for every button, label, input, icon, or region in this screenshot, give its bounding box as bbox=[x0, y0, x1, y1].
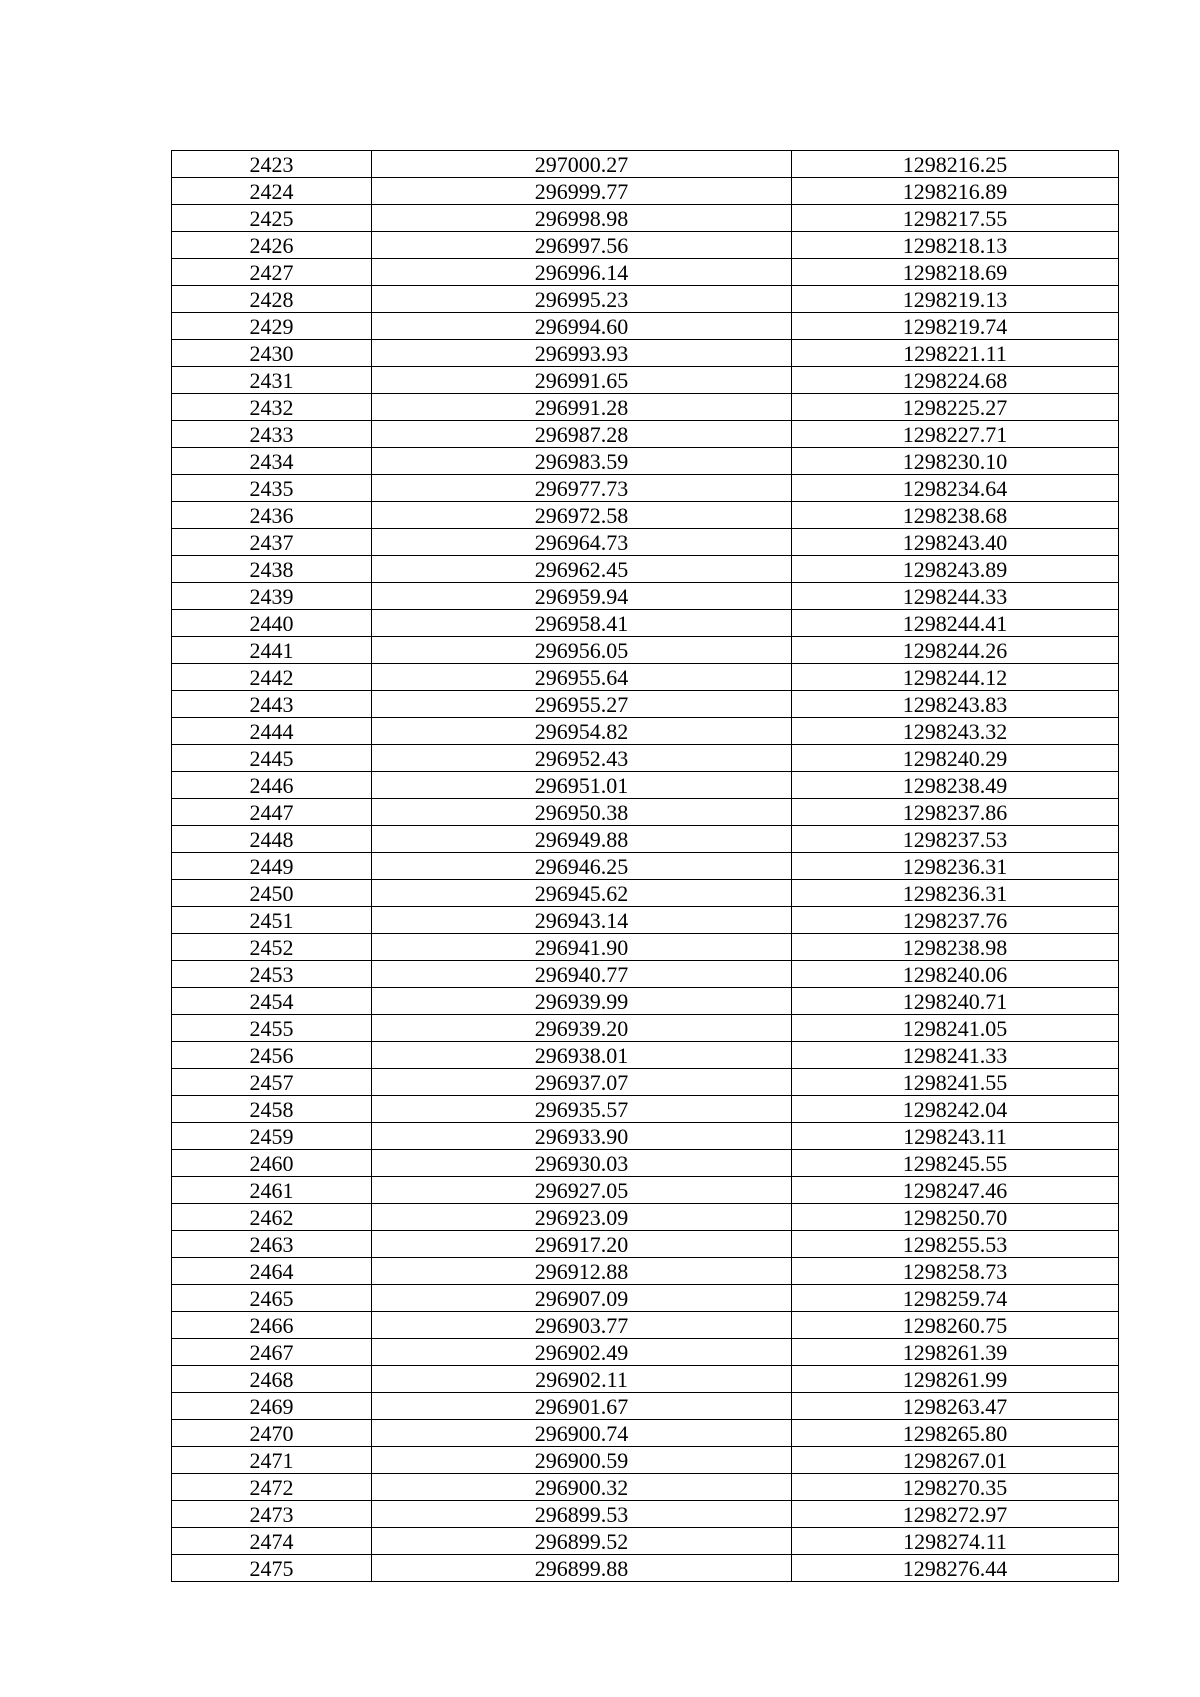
table-row bbox=[172, 259, 1119, 286]
table-row bbox=[172, 961, 1119, 988]
y-coordinate-cell: 1298260.75 bbox=[792, 1312, 1119, 1339]
x-coordinate-cell: 296940.77 bbox=[372, 961, 792, 988]
point-number-cell: 2455 bbox=[172, 1015, 372, 1042]
table-row bbox=[172, 718, 1119, 745]
table-row bbox=[172, 475, 1119, 502]
table-row bbox=[172, 1096, 1119, 1123]
table-row bbox=[172, 448, 1119, 475]
y-coordinate-cell: 1298224.68 bbox=[792, 367, 1119, 394]
point-number-cell: 2431 bbox=[172, 367, 372, 394]
y-coordinate-cell: 1298267.01 bbox=[792, 1447, 1119, 1474]
point-number-cell: 2445 bbox=[172, 745, 372, 772]
coordinate-table-body bbox=[172, 151, 1119, 1582]
table-row bbox=[172, 1393, 1119, 1420]
point-number-cell: 2442 bbox=[172, 664, 372, 691]
x-coordinate-cell: 296987.28 bbox=[372, 421, 792, 448]
y-coordinate-cell: 1298238.49 bbox=[792, 772, 1119, 799]
x-coordinate-cell: 296900.32 bbox=[372, 1474, 792, 1501]
point-number-cell: 2465 bbox=[172, 1285, 372, 1312]
y-coordinate-cell: 1298250.70 bbox=[792, 1204, 1119, 1231]
y-coordinate-cell: 1298236.31 bbox=[792, 853, 1119, 880]
table-row bbox=[172, 745, 1119, 772]
x-coordinate-cell: 296899.52 bbox=[372, 1528, 792, 1555]
point-number-cell: 2460 bbox=[172, 1150, 372, 1177]
y-coordinate-cell: 1298244.41 bbox=[792, 610, 1119, 637]
point-number-cell: 2468 bbox=[172, 1366, 372, 1393]
point-number-cell: 2430 bbox=[172, 340, 372, 367]
table-row bbox=[172, 691, 1119, 718]
y-coordinate-cell: 1298216.89 bbox=[792, 178, 1119, 205]
point-number-cell: 2474 bbox=[172, 1528, 372, 1555]
table-row bbox=[172, 1123, 1119, 1150]
x-coordinate-cell: 296946.25 bbox=[372, 853, 792, 880]
table-row bbox=[172, 1285, 1119, 1312]
table-row bbox=[172, 178, 1119, 205]
x-coordinate-cell: 296964.73 bbox=[372, 529, 792, 556]
point-number-cell: 2466 bbox=[172, 1312, 372, 1339]
x-coordinate-cell: 296983.59 bbox=[372, 448, 792, 475]
x-coordinate-cell: 296902.49 bbox=[372, 1339, 792, 1366]
point-number-cell: 2435 bbox=[172, 475, 372, 502]
point-number-cell: 2464 bbox=[172, 1258, 372, 1285]
y-coordinate-cell: 1298274.11 bbox=[792, 1528, 1119, 1555]
table-row bbox=[172, 637, 1119, 664]
x-coordinate-cell: 296951.01 bbox=[372, 772, 792, 799]
table-row bbox=[172, 313, 1119, 340]
table-row bbox=[172, 205, 1119, 232]
x-coordinate-cell: 296958.41 bbox=[372, 610, 792, 637]
table-row bbox=[172, 799, 1119, 826]
x-coordinate-cell: 297000.27 bbox=[372, 151, 792, 178]
y-coordinate-cell: 1298244.26 bbox=[792, 637, 1119, 664]
point-number-cell: 2449 bbox=[172, 853, 372, 880]
table-row bbox=[172, 1258, 1119, 1285]
y-coordinate-cell: 1298234.64 bbox=[792, 475, 1119, 502]
x-coordinate-cell: 296939.99 bbox=[372, 988, 792, 1015]
x-coordinate-cell: 296995.23 bbox=[372, 286, 792, 313]
point-number-cell: 2458 bbox=[172, 1096, 372, 1123]
x-coordinate-cell: 296900.74 bbox=[372, 1420, 792, 1447]
table-row bbox=[172, 1447, 1119, 1474]
x-coordinate-cell: 296997.56 bbox=[372, 232, 792, 259]
table-row bbox=[172, 610, 1119, 637]
point-number-cell: 2454 bbox=[172, 988, 372, 1015]
y-coordinate-cell: 1298219.74 bbox=[792, 313, 1119, 340]
x-coordinate-cell: 296943.14 bbox=[372, 907, 792, 934]
y-coordinate-cell: 1298240.06 bbox=[792, 961, 1119, 988]
y-coordinate-cell: 1298217.55 bbox=[792, 205, 1119, 232]
y-coordinate-cell: 1298272.97 bbox=[792, 1501, 1119, 1528]
x-coordinate-cell: 296999.77 bbox=[372, 178, 792, 205]
table-row bbox=[172, 502, 1119, 529]
table-row bbox=[172, 1501, 1119, 1528]
table-row bbox=[172, 826, 1119, 853]
y-coordinate-cell: 1298230.10 bbox=[792, 448, 1119, 475]
y-coordinate-cell: 1298243.89 bbox=[792, 556, 1119, 583]
point-number-cell: 2451 bbox=[172, 907, 372, 934]
y-coordinate-cell: 1298261.39 bbox=[792, 1339, 1119, 1366]
x-coordinate-cell: 296955.64 bbox=[372, 664, 792, 691]
point-number-cell: 2446 bbox=[172, 772, 372, 799]
y-coordinate-cell: 1298238.98 bbox=[792, 934, 1119, 961]
point-number-cell: 2425 bbox=[172, 205, 372, 232]
point-number-cell: 2470 bbox=[172, 1420, 372, 1447]
y-coordinate-cell: 1298259.74 bbox=[792, 1285, 1119, 1312]
point-number-cell: 2467 bbox=[172, 1339, 372, 1366]
point-number-cell: 2461 bbox=[172, 1177, 372, 1204]
table-row bbox=[172, 1420, 1119, 1447]
y-coordinate-cell: 1298270.35 bbox=[792, 1474, 1119, 1501]
table-row bbox=[172, 1312, 1119, 1339]
x-coordinate-cell: 296917.20 bbox=[372, 1231, 792, 1258]
point-number-cell: 2444 bbox=[172, 718, 372, 745]
x-coordinate-cell: 296899.53 bbox=[372, 1501, 792, 1528]
point-number-cell: 2463 bbox=[172, 1231, 372, 1258]
table-row bbox=[172, 1204, 1119, 1231]
y-coordinate-cell: 1298247.46 bbox=[792, 1177, 1119, 1204]
table-row bbox=[172, 1177, 1119, 1204]
table-row bbox=[172, 394, 1119, 421]
y-coordinate-cell: 1298237.86 bbox=[792, 799, 1119, 826]
point-number-cell: 2438 bbox=[172, 556, 372, 583]
table-row bbox=[172, 1366, 1119, 1393]
point-number-cell: 2432 bbox=[172, 394, 372, 421]
y-coordinate-cell: 1298218.13 bbox=[792, 232, 1119, 259]
x-coordinate-cell: 296930.03 bbox=[372, 1150, 792, 1177]
y-coordinate-cell: 1298243.83 bbox=[792, 691, 1119, 718]
point-number-cell: 2450 bbox=[172, 880, 372, 907]
x-coordinate-cell: 296941.90 bbox=[372, 934, 792, 961]
x-coordinate-cell: 296937.07 bbox=[372, 1069, 792, 1096]
y-coordinate-cell: 1298225.27 bbox=[792, 394, 1119, 421]
y-coordinate-cell: 1298221.11 bbox=[792, 340, 1119, 367]
x-coordinate-cell: 296899.88 bbox=[372, 1555, 792, 1582]
table-row bbox=[172, 934, 1119, 961]
table-row bbox=[172, 1231, 1119, 1258]
x-coordinate-cell: 296956.05 bbox=[372, 637, 792, 664]
table-row bbox=[172, 772, 1119, 799]
point-number-cell: 2441 bbox=[172, 637, 372, 664]
table-row bbox=[172, 853, 1119, 880]
x-coordinate-cell: 296902.11 bbox=[372, 1366, 792, 1393]
point-number-cell: 2429 bbox=[172, 313, 372, 340]
y-coordinate-cell: 1298236.31 bbox=[792, 880, 1119, 907]
x-coordinate-cell: 296933.90 bbox=[372, 1123, 792, 1150]
point-number-cell: 2426 bbox=[172, 232, 372, 259]
x-coordinate-cell: 296977.73 bbox=[372, 475, 792, 502]
y-coordinate-cell: 1298261.99 bbox=[792, 1366, 1119, 1393]
y-coordinate-cell: 1298255.53 bbox=[792, 1231, 1119, 1258]
x-coordinate-cell: 296952.43 bbox=[372, 745, 792, 772]
y-coordinate-cell: 1298240.71 bbox=[792, 988, 1119, 1015]
point-number-cell: 2423 bbox=[172, 151, 372, 178]
table-row bbox=[172, 988, 1119, 1015]
point-number-cell: 2459 bbox=[172, 1123, 372, 1150]
table-row bbox=[172, 556, 1119, 583]
x-coordinate-cell: 296991.65 bbox=[372, 367, 792, 394]
table-row bbox=[172, 1474, 1119, 1501]
point-number-cell: 2427 bbox=[172, 259, 372, 286]
x-coordinate-cell: 296954.82 bbox=[372, 718, 792, 745]
y-coordinate-cell: 1298245.55 bbox=[792, 1150, 1119, 1177]
x-coordinate-cell: 296938.01 bbox=[372, 1042, 792, 1069]
table-row bbox=[172, 1555, 1119, 1582]
y-coordinate-cell: 1298241.05 bbox=[792, 1015, 1119, 1042]
y-coordinate-cell: 1298241.33 bbox=[792, 1042, 1119, 1069]
y-coordinate-cell: 1298243.32 bbox=[792, 718, 1119, 745]
point-number-cell: 2473 bbox=[172, 1501, 372, 1528]
table-row bbox=[172, 151, 1119, 178]
table-row bbox=[172, 880, 1119, 907]
x-coordinate-cell: 296994.60 bbox=[372, 313, 792, 340]
table-row bbox=[172, 1042, 1119, 1069]
point-number-cell: 2457 bbox=[172, 1069, 372, 1096]
table-row bbox=[172, 421, 1119, 448]
table-row bbox=[172, 1150, 1119, 1177]
x-coordinate-cell: 296923.09 bbox=[372, 1204, 792, 1231]
point-number-cell: 2443 bbox=[172, 691, 372, 718]
point-number-cell: 2462 bbox=[172, 1204, 372, 1231]
table-row bbox=[172, 232, 1119, 259]
x-coordinate-cell: 296927.05 bbox=[372, 1177, 792, 1204]
y-coordinate-cell: 1298243.40 bbox=[792, 529, 1119, 556]
y-coordinate-cell: 1298219.13 bbox=[792, 286, 1119, 313]
y-coordinate-cell: 1298244.12 bbox=[792, 664, 1119, 691]
y-coordinate-cell: 1298216.25 bbox=[792, 151, 1119, 178]
y-coordinate-cell: 1298276.44 bbox=[792, 1555, 1119, 1582]
point-number-cell: 2436 bbox=[172, 502, 372, 529]
point-number-cell: 2424 bbox=[172, 178, 372, 205]
coordinate-table bbox=[171, 150, 1119, 1582]
point-number-cell: 2475 bbox=[172, 1555, 372, 1582]
table-row bbox=[172, 1015, 1119, 1042]
table-row bbox=[172, 1528, 1119, 1555]
y-coordinate-cell: 1298258.73 bbox=[792, 1258, 1119, 1285]
y-coordinate-cell: 1298237.76 bbox=[792, 907, 1119, 934]
table-row bbox=[172, 907, 1119, 934]
point-number-cell: 2437 bbox=[172, 529, 372, 556]
table-row bbox=[172, 1069, 1119, 1096]
x-coordinate-cell: 296993.93 bbox=[372, 340, 792, 367]
x-coordinate-cell: 296955.27 bbox=[372, 691, 792, 718]
y-coordinate-cell: 1298242.04 bbox=[792, 1096, 1119, 1123]
point-number-cell: 2433 bbox=[172, 421, 372, 448]
x-coordinate-cell: 296907.09 bbox=[372, 1285, 792, 1312]
y-coordinate-cell: 1298263.47 bbox=[792, 1393, 1119, 1420]
x-coordinate-cell: 296900.59 bbox=[372, 1447, 792, 1474]
y-coordinate-cell: 1298218.69 bbox=[792, 259, 1119, 286]
y-coordinate-cell: 1298243.11 bbox=[792, 1123, 1119, 1150]
x-coordinate-cell: 296959.94 bbox=[372, 583, 792, 610]
point-number-cell: 2456 bbox=[172, 1042, 372, 1069]
table-row bbox=[172, 367, 1119, 394]
y-coordinate-cell: 1298244.33 bbox=[792, 583, 1119, 610]
x-coordinate-cell: 296935.57 bbox=[372, 1096, 792, 1123]
x-coordinate-cell: 296912.88 bbox=[372, 1258, 792, 1285]
x-coordinate-cell: 296972.58 bbox=[372, 502, 792, 529]
table-row bbox=[172, 583, 1119, 610]
y-coordinate-cell: 1298240.29 bbox=[792, 745, 1119, 772]
table-row bbox=[172, 1339, 1119, 1366]
y-coordinate-cell: 1298238.68 bbox=[792, 502, 1119, 529]
x-coordinate-cell: 296950.38 bbox=[372, 799, 792, 826]
x-coordinate-cell: 296939.20 bbox=[372, 1015, 792, 1042]
x-coordinate-cell: 296996.14 bbox=[372, 259, 792, 286]
y-coordinate-cell: 1298237.53 bbox=[792, 826, 1119, 853]
x-coordinate-cell: 296949.88 bbox=[372, 826, 792, 853]
x-coordinate-cell: 296991.28 bbox=[372, 394, 792, 421]
y-coordinate-cell: 1298265.80 bbox=[792, 1420, 1119, 1447]
point-number-cell: 2440 bbox=[172, 610, 372, 637]
y-coordinate-cell: 1298227.71 bbox=[792, 421, 1119, 448]
table-row bbox=[172, 340, 1119, 367]
table-row bbox=[172, 529, 1119, 556]
x-coordinate-cell: 296962.45 bbox=[372, 556, 792, 583]
point-number-cell: 2452 bbox=[172, 934, 372, 961]
point-number-cell: 2439 bbox=[172, 583, 372, 610]
point-number-cell: 2472 bbox=[172, 1474, 372, 1501]
point-number-cell: 2447 bbox=[172, 799, 372, 826]
point-number-cell: 2448 bbox=[172, 826, 372, 853]
point-number-cell: 2471 bbox=[172, 1447, 372, 1474]
point-number-cell: 2453 bbox=[172, 961, 372, 988]
x-coordinate-cell: 296903.77 bbox=[372, 1312, 792, 1339]
table-row bbox=[172, 286, 1119, 313]
table-row bbox=[172, 664, 1119, 691]
x-coordinate-cell: 296901.67 bbox=[372, 1393, 792, 1420]
point-number-cell: 2469 bbox=[172, 1393, 372, 1420]
x-coordinate-cell: 296945.62 bbox=[372, 880, 792, 907]
point-number-cell: 2428 bbox=[172, 286, 372, 313]
point-number-cell: 2434 bbox=[172, 448, 372, 475]
y-coordinate-cell: 1298241.55 bbox=[792, 1069, 1119, 1096]
x-coordinate-cell: 296998.98 bbox=[372, 205, 792, 232]
